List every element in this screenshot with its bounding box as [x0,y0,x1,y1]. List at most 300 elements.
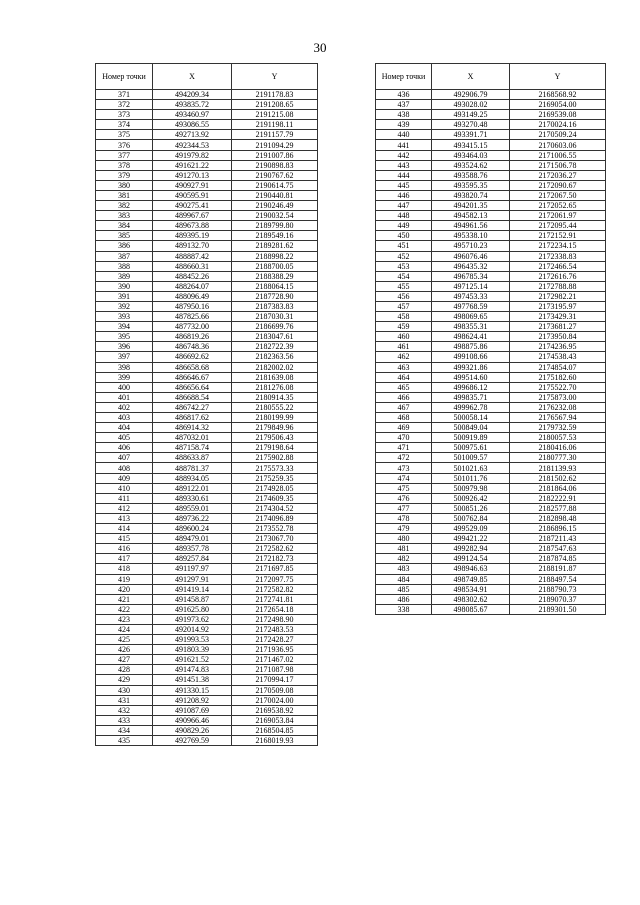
point-number-cell: 458 [376,312,432,322]
point-number-cell: 451 [376,241,432,251]
point-number-cell: 375 [96,130,153,140]
point-number-cell: 486 [376,594,432,604]
table-row [376,190,606,200]
y-coordinate-cell: 2190440.81 [232,190,318,200]
point-number-cell: 390 [96,281,153,291]
point-number-cell: 467 [376,402,432,412]
point-number-cell: 422 [96,604,153,614]
y-coordinate-cell: 2191178.83 [232,90,318,100]
x-coordinate-cell: 491419.14 [153,584,232,594]
y-coordinate-cell: 2188388.29 [232,271,318,281]
table-row [96,624,318,634]
point-number-cell: 387 [96,251,153,261]
y-coordinate-cell: 2191215.08 [232,110,318,120]
y-coordinate-cell: 2175522.70 [510,382,606,392]
point-number-cell: 445 [376,180,432,190]
table-row [376,453,606,463]
x-coordinate-cell: 493028.02 [432,100,510,110]
x-coordinate-cell: 490595.91 [153,190,232,200]
point-number-cell: 374 [96,120,153,130]
table-row [96,110,318,120]
x-coordinate-cell: 492906.79 [432,90,510,100]
x-coordinate-cell: 493820.74 [432,190,510,200]
x-coordinate-cell: 495338.10 [432,231,510,241]
y-coordinate-cell: 2173067.70 [232,534,318,544]
table-row [376,271,606,281]
x-coordinate-cell: 489967.67 [153,211,232,221]
point-number-cell: 409 [96,473,153,483]
table-row [96,453,318,463]
table-row [376,473,606,483]
y-coordinate-cell: 2174096.89 [232,513,318,523]
x-coordinate-cell: 486819.26 [153,332,232,342]
x-coordinate-cell: 498355.31 [432,322,510,332]
point-number-cell: 449 [376,221,432,231]
table-row [96,392,318,402]
table-row [376,170,606,180]
table-row [96,170,318,180]
x-coordinate-cell: 489673.88 [153,221,232,231]
point-number-cell: 483 [376,564,432,574]
x-coordinate-cell: 491973.62 [153,614,232,624]
point-number-cell: 450 [376,231,432,241]
table-row [376,493,606,503]
y-coordinate-cell: 2188700.05 [232,261,318,271]
point-number-cell: 476 [376,493,432,503]
y-coordinate-cell: 2189301.50 [510,604,606,614]
y-coordinate-cell: 2174928.05 [232,483,318,493]
table-row [376,423,606,433]
x-coordinate-cell: 494209.34 [153,90,232,100]
y-coordinate-cell: 2189549.16 [232,231,318,241]
table-row [376,332,606,342]
point-number-cell: 459 [376,322,432,332]
y-coordinate-cell: 2175873.00 [510,392,606,402]
x-coordinate-cell: 499124.54 [432,554,510,564]
x-coordinate-cell: 487950.16 [153,301,232,311]
table-row [376,362,606,372]
y-coordinate-cell: 2179732.59 [510,423,606,433]
table-row [376,90,606,100]
x-coordinate-cell: 489600.24 [153,524,232,534]
point-number-cell: 430 [96,685,153,695]
point-number-cell: 472 [376,453,432,463]
point-number-cell: 389 [96,271,153,281]
table-row [376,110,606,120]
y-coordinate-cell: 2181139.93 [510,463,606,473]
point-number-cell: 411 [96,493,153,503]
y-coordinate-cell: 2169054.00 [510,100,606,110]
y-coordinate-cell: 2174854.07 [510,362,606,372]
table-row [96,705,318,715]
y-coordinate-cell: 2176567.94 [510,413,606,423]
point-number-cell: 443 [376,160,432,170]
x-coordinate-cell: 487732.00 [153,322,232,332]
point-number-cell: 468 [376,413,432,423]
point-number-cell: 410 [96,483,153,493]
point-number-cell: 379 [96,170,153,180]
x-coordinate-cell: 492713.92 [153,130,232,140]
y-coordinate-cell: 2172616.76 [510,271,606,281]
x-coordinate-cell: 492014.92 [153,624,232,634]
table-row [96,715,318,725]
y-coordinate-cell: 2172466.54 [510,261,606,271]
point-number-cell: 373 [96,110,153,120]
table-row [96,150,318,160]
table-row [376,231,606,241]
x-coordinate-cell: 486646.67 [153,372,232,382]
point-number-cell: 426 [96,645,153,655]
x-coordinate-cell: 493086.55 [153,120,232,130]
y-coordinate-cell: 2169538.92 [232,705,318,715]
x-coordinate-cell: 496785.34 [432,271,510,281]
x-coordinate-cell: 486658.68 [153,362,232,372]
header-point-number: Номер точки [96,64,153,90]
x-coordinate-cell: 498302.62 [432,594,510,604]
table-row [96,685,318,695]
y-coordinate-cell: 2172498.90 [232,614,318,624]
y-coordinate-cell: 2191007.86 [232,150,318,160]
x-coordinate-cell: 487158.74 [153,443,232,453]
table-row [376,120,606,130]
point-number-cell: 421 [96,594,153,604]
y-coordinate-cell: 2172483.53 [232,624,318,634]
x-coordinate-cell: 487825.66 [153,312,232,322]
table-row [96,190,318,200]
x-coordinate-cell: 498085.67 [432,604,510,614]
point-number-cell: 485 [376,584,432,594]
table-row [376,241,606,251]
x-coordinate-cell: 486692.62 [153,352,232,362]
point-number-cell: 420 [96,584,153,594]
x-coordinate-cell: 489479.01 [153,534,232,544]
x-coordinate-cell: 486817.62 [153,413,232,423]
y-coordinate-cell: 2186699.76 [232,322,318,332]
point-number-cell: 396 [96,342,153,352]
x-coordinate-cell: 491458.87 [153,594,232,604]
x-coordinate-cell: 489257.84 [153,554,232,564]
table-row [96,675,318,685]
table-row [96,554,318,564]
table-row [96,180,318,190]
y-coordinate-cell: 2182898.48 [510,513,606,523]
x-coordinate-cell: 500762.84 [432,513,510,523]
x-coordinate-cell: 486914.32 [153,423,232,433]
y-coordinate-cell: 2175573.33 [232,463,318,473]
table-row [96,211,318,221]
y-coordinate-cell: 2172095.44 [510,221,606,231]
table-row [376,503,606,513]
x-coordinate-cell: 497453.33 [432,291,510,301]
table-row [96,614,318,624]
point-number-cell: 484 [376,574,432,584]
table-row [96,100,318,110]
table-row [376,463,606,473]
table-row [376,443,606,453]
table-row [96,483,318,493]
x-coordinate-cell: 499962.78 [432,402,510,412]
y-coordinate-cell: 2181502.62 [510,473,606,483]
table-row [96,524,318,534]
y-coordinate-cell: 2180777.30 [510,453,606,463]
table-row [376,251,606,261]
header-point-number: Номер точки [376,64,432,90]
point-number-cell: 414 [96,524,153,534]
y-coordinate-cell: 2190032.54 [232,211,318,221]
point-number-cell: 395 [96,332,153,342]
table-row [96,604,318,614]
x-coordinate-cell: 488781.37 [153,463,232,473]
point-number-cell: 404 [96,423,153,433]
table-row [96,231,318,241]
x-coordinate-cell: 499529.09 [432,524,510,534]
x-coordinate-cell: 499108.66 [432,352,510,362]
x-coordinate-cell: 487032.01 [153,433,232,443]
x-coordinate-cell: 500979.98 [432,483,510,493]
point-number-cell: 441 [376,140,432,150]
table-row [376,574,606,584]
y-coordinate-cell: 2170024.16 [510,120,606,130]
y-coordinate-cell: 2172036.27 [510,170,606,180]
y-coordinate-cell: 2179198.64 [232,443,318,453]
x-coordinate-cell: 500851.26 [432,503,510,513]
table-row [376,564,606,574]
y-coordinate-cell: 2171006.55 [510,150,606,160]
x-coordinate-cell: 488096.49 [153,291,232,301]
header-y: Y [232,64,318,90]
table-row [376,100,606,110]
y-coordinate-cell: 2188497.54 [510,574,606,584]
point-number-cell: 392 [96,301,153,311]
table-row [376,281,606,291]
point-number-cell: 418 [96,564,153,574]
table-row [96,372,318,382]
point-number-cell: 371 [96,90,153,100]
x-coordinate-cell: 501021.63 [432,463,510,473]
x-coordinate-cell: 491979.82 [153,150,232,160]
point-number-cell: 419 [96,574,153,584]
table-row [376,554,606,564]
table-row [96,493,318,503]
x-coordinate-cell: 493270.48 [432,120,510,130]
point-number-cell: 442 [376,150,432,160]
point-number-cell: 479 [376,524,432,534]
table-row [96,473,318,483]
point-number-cell: 477 [376,503,432,513]
table-row [96,312,318,322]
point-number-cell: 456 [376,291,432,301]
x-coordinate-cell: 491451.38 [153,675,232,685]
y-coordinate-cell: 2182722.39 [232,342,318,352]
table-row [96,221,318,231]
y-coordinate-cell: 2172654.18 [232,604,318,614]
y-coordinate-cell: 2190614.75 [232,180,318,190]
x-coordinate-cell: 491621.52 [153,655,232,665]
x-coordinate-cell: 500849.04 [432,423,510,433]
point-number-cell: 406 [96,443,153,453]
table-row [96,635,318,645]
x-coordinate-cell: 501011.76 [432,473,510,483]
y-coordinate-cell: 2191208.65 [232,100,318,110]
table-row [96,574,318,584]
point-number-cell: 452 [376,251,432,261]
y-coordinate-cell: 2171697.85 [232,564,318,574]
point-number-cell: 338 [376,604,432,614]
point-number-cell: 382 [96,201,153,211]
table-row [96,90,318,100]
point-number-cell: 403 [96,413,153,423]
y-coordinate-cell: 2190898.83 [232,160,318,170]
x-coordinate-cell: 488264.07 [153,281,232,291]
table-row [376,150,606,160]
table-row [96,271,318,281]
table-row [376,584,606,594]
y-coordinate-cell: 2188790.73 [510,584,606,594]
table-row [376,544,606,554]
y-coordinate-cell: 2181639.08 [232,372,318,382]
y-coordinate-cell: 2189070.37 [510,594,606,604]
y-coordinate-cell: 2168568.92 [510,90,606,100]
y-coordinate-cell: 2187383.83 [232,301,318,311]
x-coordinate-cell: 486742.27 [153,402,232,412]
x-coordinate-cell: 491621.22 [153,160,232,170]
x-coordinate-cell: 491087.69 [153,705,232,715]
y-coordinate-cell: 2190767.62 [232,170,318,180]
point-number-cell: 474 [376,473,432,483]
table-header-row [96,64,318,90]
point-number-cell: 454 [376,271,432,281]
y-coordinate-cell: 2180416.06 [510,443,606,453]
y-coordinate-cell: 2188191.87 [510,564,606,574]
point-number-cell: 438 [376,110,432,120]
table-row [96,443,318,453]
x-coordinate-cell: 491297.91 [153,574,232,584]
y-coordinate-cell: 2172788.88 [510,281,606,291]
table-row [96,160,318,170]
point-number-cell: 480 [376,534,432,544]
point-number-cell: 400 [96,382,153,392]
table-row [376,604,606,614]
point-number-cell: 440 [376,130,432,140]
table-row [376,352,606,362]
table-row [376,322,606,332]
x-coordinate-cell: 489357.78 [153,544,232,554]
x-coordinate-cell: 486748.36 [153,342,232,352]
x-coordinate-cell: 490275.41 [153,201,232,211]
point-number-cell: 434 [96,725,153,735]
x-coordinate-cell: 491993.53 [153,635,232,645]
table-row [96,291,318,301]
y-coordinate-cell: 2191198.11 [232,120,318,130]
point-number-cell: 437 [376,100,432,110]
table-row [96,655,318,665]
x-coordinate-cell: 491474.83 [153,665,232,675]
point-number-cell: 461 [376,342,432,352]
table-row [96,362,318,372]
y-coordinate-cell: 2182577.88 [510,503,606,513]
point-number-cell: 436 [376,90,432,100]
y-coordinate-cell: 2172234.15 [510,241,606,251]
table-header-row [376,64,606,90]
x-coordinate-cell: 500058.14 [432,413,510,423]
point-number-cell: 398 [96,362,153,372]
table-row [376,140,606,150]
y-coordinate-cell: 2172097.75 [232,574,318,584]
point-number-cell: 423 [96,614,153,624]
point-number-cell: 439 [376,120,432,130]
point-number-cell: 466 [376,392,432,402]
x-coordinate-cell: 494582.13 [432,211,510,221]
point-number-cell: 380 [96,180,153,190]
table-row [96,423,318,433]
table-row [96,544,318,554]
y-coordinate-cell: 2188998.22 [232,251,318,261]
table-row [96,695,318,705]
y-coordinate-cell: 2187547.63 [510,544,606,554]
point-number-cell: 465 [376,382,432,392]
point-number-cell: 412 [96,503,153,513]
point-number-cell: 385 [96,231,153,241]
x-coordinate-cell: 491330.15 [153,685,232,695]
x-coordinate-cell: 486688.54 [153,392,232,402]
table-row [376,402,606,412]
y-coordinate-cell: 2171467.02 [232,655,318,665]
x-coordinate-cell: 490966.46 [153,715,232,725]
y-coordinate-cell: 2175259.35 [232,473,318,483]
point-number-cell: 460 [376,332,432,342]
point-number-cell: 405 [96,433,153,443]
x-coordinate-cell: 493595.35 [432,180,510,190]
point-number-cell: 417 [96,554,153,564]
x-coordinate-cell: 488660.31 [153,261,232,271]
x-coordinate-cell: 488452.26 [153,271,232,281]
table-row [96,352,318,362]
y-coordinate-cell: 2189281.62 [232,241,318,251]
table-row [376,524,606,534]
table-row [96,301,318,311]
y-coordinate-cell: 2173195.97 [510,301,606,311]
y-coordinate-cell: 2169539.08 [510,110,606,120]
x-coordinate-cell: 501009.57 [432,453,510,463]
x-coordinate-cell: 489330.61 [153,493,232,503]
x-coordinate-cell: 493415.15 [432,140,510,150]
table-row [376,301,606,311]
table-row [96,534,318,544]
x-coordinate-cell: 493524.62 [432,160,510,170]
y-coordinate-cell: 2188064.15 [232,281,318,291]
y-coordinate-cell: 2176232.08 [510,402,606,412]
table-row [376,483,606,493]
y-coordinate-cell: 2180199.99 [232,413,318,423]
point-number-cell: 407 [96,453,153,463]
y-coordinate-cell: 2186896.15 [510,524,606,534]
y-coordinate-cell: 2183047.61 [232,332,318,342]
point-number-cell: 462 [376,352,432,362]
point-number-cell: 401 [96,392,153,402]
y-coordinate-cell: 2187211.43 [510,534,606,544]
x-coordinate-cell: 488633.87 [153,453,232,463]
x-coordinate-cell: 499835.71 [432,392,510,402]
table-row [96,433,318,443]
x-coordinate-cell: 498875.86 [432,342,510,352]
point-number-cell: 397 [96,352,153,362]
coordinates-table-right [375,63,606,615]
y-coordinate-cell: 2180914.35 [232,392,318,402]
y-coordinate-cell: 2169053.84 [232,715,318,725]
y-coordinate-cell: 2187874.85 [510,554,606,564]
y-coordinate-cell: 2171087.98 [232,665,318,675]
point-number-cell: 447 [376,201,432,211]
